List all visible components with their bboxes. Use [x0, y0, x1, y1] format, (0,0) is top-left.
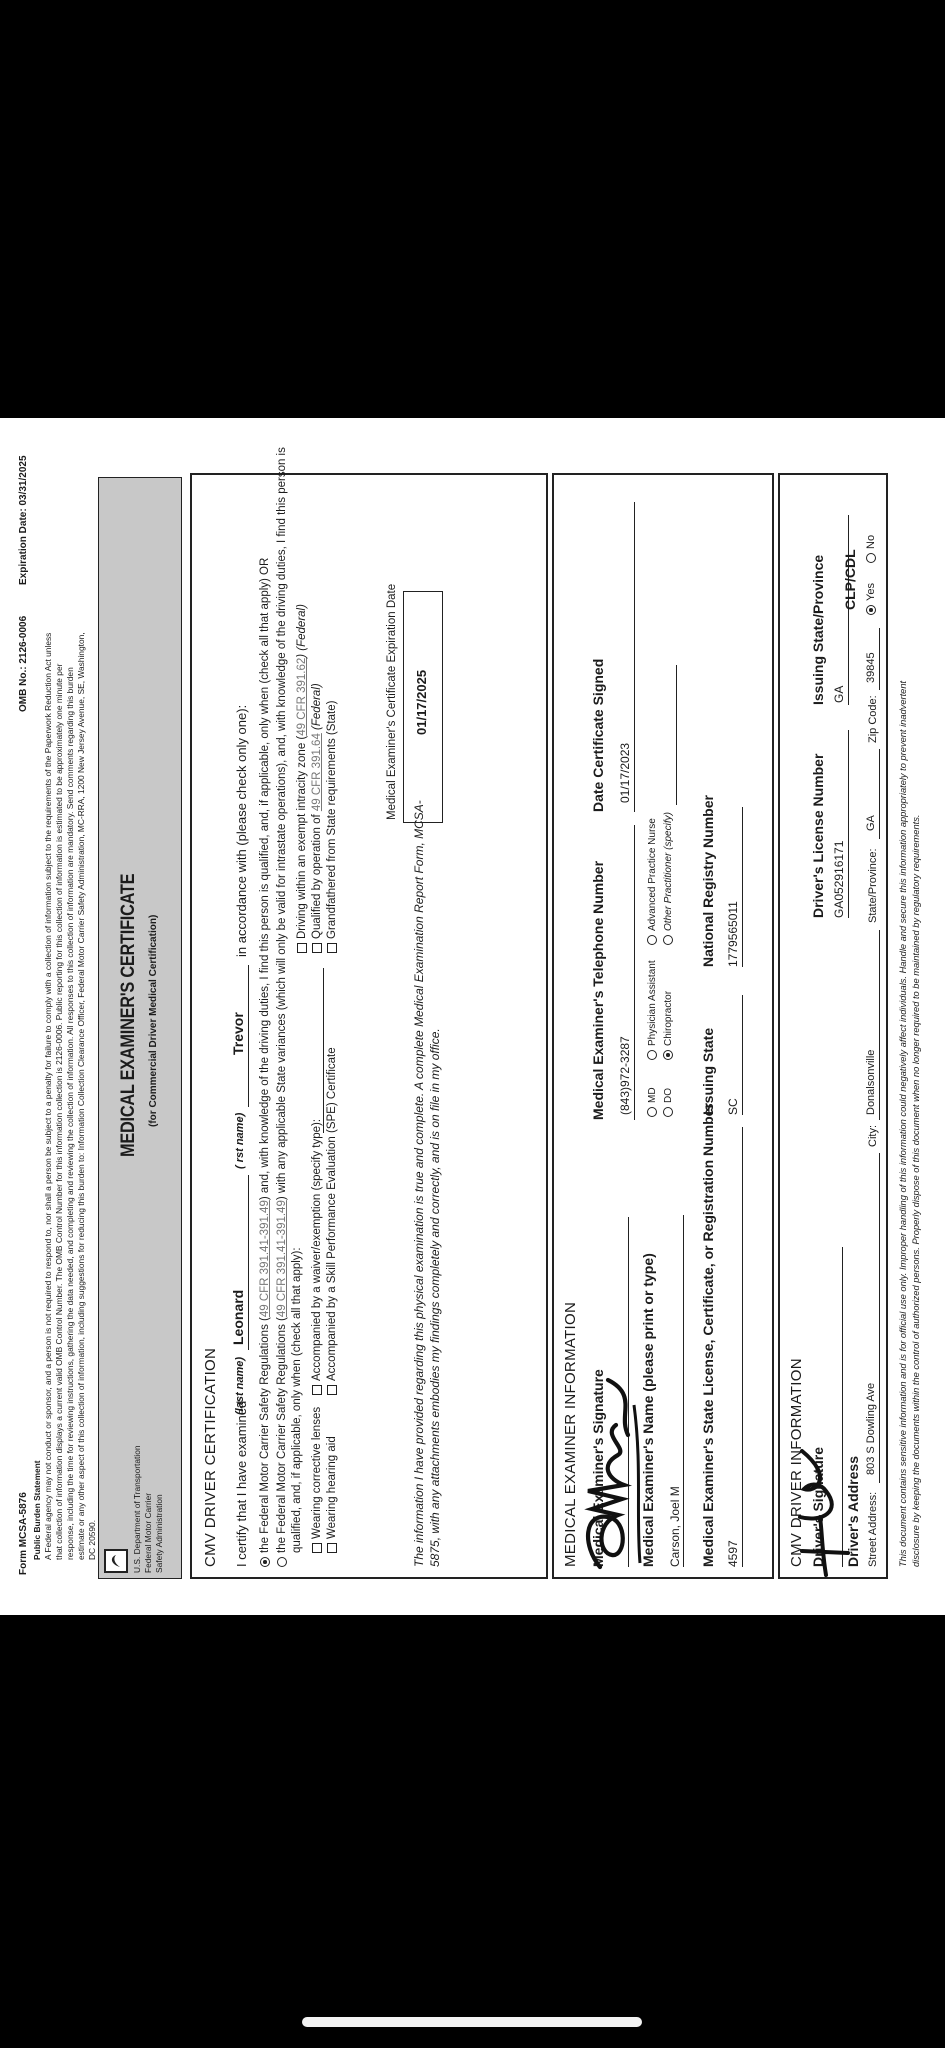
dl-state-value[interactable]: GA	[832, 685, 846, 703]
check-hearing-aid[interactable]: Wearing hearing aid	[326, 1436, 338, 1553]
expiration-label: Medical Examiner's Certificate Expiration Date	[386, 583, 398, 820]
check-spe[interactable]: Accompanied by a Skill Performance Evaluation (SPE) Certificate	[326, 1047, 338, 1395]
registry-label: National Registry Number	[700, 795, 716, 967]
checkbox[interactable]	[297, 943, 307, 953]
license-label: Medical Examiner's State License, Certificate, or Registration Number	[700, 1103, 716, 1567]
date-signed-line	[634, 502, 635, 812]
last-name-line	[248, 1175, 249, 1350]
last-name-label: (last name)	[234, 1356, 246, 1415]
expiration-date: Expiration Date: 03/31/2025	[18, 455, 29, 585]
radio-cdl-yes[interactable]	[866, 605, 876, 615]
first-name-value[interactable]: Trevor	[230, 1012, 246, 1055]
zip-line	[879, 628, 880, 690]
checkbox[interactable]	[327, 943, 337, 953]
dl-label: Driver's License Number	[810, 753, 826, 918]
type-apn[interactable]: Advanced Practice Nurse	[647, 818, 658, 945]
checkbox[interactable]	[312, 943, 322, 953]
dl-value[interactable]: GA052916171	[832, 840, 846, 918]
phone-value[interactable]: (843)972-3287	[618, 1036, 632, 1115]
check-intracity[interactable]: Driving within an exempt intracity zone (49 CFR 391.62) (Federal)	[296, 604, 308, 953]
examiner-name-value[interactable]: Carson, Joel M	[668, 1486, 682, 1567]
waiver-line	[323, 968, 324, 1133]
type-chiro[interactable]: Chiropractor	[663, 991, 674, 1060]
cdl-yes[interactable]: Yes	[865, 583, 877, 615]
dl-line	[848, 730, 849, 918]
radio-do[interactable]	[663, 1107, 673, 1117]
radio-apn[interactable]	[647, 935, 657, 945]
other-line	[676, 665, 677, 805]
street-line	[879, 1153, 880, 1483]
expiration-value[interactable]: 01/17/2025	[414, 669, 429, 735]
section-heading: MEDICAL EXAMINER INFORMATION	[562, 1301, 579, 1567]
agency-line: U.S. Department of Transportation	[132, 1445, 142, 1573]
first-name-label: ( rst name)	[234, 1112, 246, 1169]
registry-value[interactable]: 1779565011	[726, 901, 740, 967]
zip-label: Zip Code:	[867, 695, 879, 743]
section-heading: CMV DRIVER INFORMATION	[788, 1358, 805, 1567]
agency-line: Federal Motor Carrier	[143, 1492, 153, 1573]
title-band	[98, 477, 182, 1579]
checkbox[interactable]	[312, 1543, 322, 1553]
option-federal[interactable]: the Federal Motor Carrier Safety Regulations (49 CFR 391.41-391.49) and, with knowledge of the driving duties, I find this person is qualified, and, if applicable, only when (check all that apply) OR	[259, 558, 271, 1567]
dl-state-label: Issuing State/Province	[810, 554, 826, 705]
radio-chiropractor[interactable]	[663, 1050, 673, 1060]
checkbox[interactable]	[312, 1385, 322, 1395]
radio-state-variance[interactable]	[277, 1557, 287, 1567]
check-waiver[interactable]: Accompanied by a waiver/exemption (specify type):	[311, 1119, 323, 1395]
cdl-no[interactable]: No	[865, 535, 877, 563]
certificate-title: MEDICAL EXAMINER'S CERTIFICATE	[118, 873, 139, 1157]
type-other[interactable]: Other Practitioner (specify)	[663, 812, 674, 945]
dl-state-line	[848, 515, 849, 705]
type-pa[interactable]: Physician Assistant	[647, 960, 658, 1060]
examiner-signature-label: Medical Examiner's Signature	[590, 1369, 606, 1567]
street-value[interactable]: 803 S Dowling Ave	[865, 1382, 877, 1475]
license-value[interactable]: 4597	[726, 1540, 740, 1567]
radio-cdl-no[interactable]	[866, 553, 876, 563]
date-signed-label: Date Certificate Signed	[590, 658, 606, 812]
type-md[interactable]: MD	[647, 1087, 658, 1117]
radio-other[interactable]	[663, 935, 673, 945]
certificate-subtitle: (for Commercial Driver Medical Certification)	[148, 914, 159, 1127]
check-grandfathered[interactable]: Grandfathered from State requirements (State)	[326, 701, 338, 953]
issuing-state-value[interactable]: SC	[726, 1098, 740, 1115]
burden-line: estimate or any other aspect of this collection of information, including suggestions for reducing this burden to: Information Collection Clearance Officer, Federal Motor Carrier Safety Administration, MC-RRA, 1200 New Jersey Avenue, SE, Washington,	[76, 632, 86, 1560]
accordance-text: in accordance with (please check only one):	[234, 704, 249, 957]
section-heading: CMV DRIVER CERTIFICATION	[202, 1347, 219, 1567]
burden-line: A Federal agency may not conduct or sponsor, and a person is not required to respond to, nor shall a person be subject to a penalty for failure to comply with a collection of information subject to the requirements of the Paperwork Reduction Act unless	[43, 632, 53, 1560]
certificate-page	[0, 418, 945, 1615]
footer-line: disclosure by keeping the documents within the control of authorized persons. Properly dispose of this document when no longer required to be maintained by regulatory requirements.	[911, 814, 921, 1567]
street-label: Street Address:	[867, 1491, 879, 1567]
radio-pa[interactable]	[647, 1050, 657, 1060]
examiner-name-label: Medical Examiner's Name (please print or type)	[640, 1253, 656, 1567]
statement-line: 5875, with any attachments embodies my findings completely and correctly, and is on file in my office.	[428, 1028, 442, 1567]
dot-logo-icon	[104, 1549, 128, 1573]
option-state-variance[interactable]: the Federal Motor Carrier Safety Regulations (49 CFR 391.41-391.49) with any applicable State variances (which will only be valid for intrastate operations), and, with knowledge of the driving duties, I find this person is	[276, 447, 288, 1567]
state-label: State/Province:	[867, 848, 879, 923]
burden-line: response, including the time for reviewing instructions, gathering the data needed, and completing and reviewing the collection of information. All responses to this collection of information are mandatory. Send comments regarding this burden	[65, 667, 75, 1560]
issuing-state-label: Issuing State	[700, 1027, 716, 1115]
option-state-variance-cont: qualified, and, if applicable, only when (check all that apply):	[291, 1247, 303, 1553]
agency-line: Safety Administration	[154, 1494, 164, 1573]
check-operation[interactable]: Qualified by operation of 49 CFR 391.64 (Federal)	[311, 683, 323, 953]
check-corrective-lenses[interactable]: Wearing corrective lenses	[311, 1407, 323, 1553]
radio-md[interactable]	[647, 1107, 657, 1117]
city-value[interactable]: Donalsonville	[865, 1049, 877, 1115]
checkbox[interactable]	[327, 1385, 337, 1395]
burden-line: DC 20590.	[87, 1519, 97, 1560]
type-do[interactable]: DO	[663, 1088, 674, 1117]
city-label: City:	[867, 1125, 879, 1147]
zip-value[interactable]: 39845	[865, 652, 877, 683]
registry-line	[742, 807, 743, 967]
license-line	[742, 1127, 743, 1567]
omb-number: OMB No.: 2126-0006	[18, 615, 29, 712]
examiner-name-line	[683, 1215, 684, 1567]
phone-label: Medical Examiner's Telephone Number	[590, 860, 606, 1120]
date-signed-value[interactable]: 01/17/2023	[618, 742, 632, 803]
statement-line: The information I have provided regarding this physical examination is true and complete. A complete Medical Examination Report Form, MCSA-	[412, 800, 426, 1567]
footer-line: This document contains sensitive information and is for official use only. Improper handling of this information could negatively affect individuals. Handle and secure this information appropriately to prevent inadvertent	[898, 680, 908, 1567]
checkbox[interactable]	[327, 1543, 337, 1553]
driver-address-label: Driver's Address	[845, 1456, 861, 1567]
home-indicator[interactable]	[302, 2017, 642, 2027]
burden-line: that collection of information displays a current valid OMB Control Number. The OMB Control Number for this information collection is 2126-0006. Public reporting for this collection of information is estimated to be approximately one minute per	[54, 663, 64, 1560]
certify-prefix: I certify that I have examined	[234, 1400, 249, 1567]
burden-title: Public Burden Statement	[32, 1460, 42, 1560]
first-name-line	[248, 965, 249, 1107]
state-value[interactable]: GA	[865, 815, 877, 831]
radio-federal[interactable]	[260, 1557, 270, 1567]
driver-signature-label: Driver's Signature	[810, 1446, 826, 1567]
clp-cdl-label: CLP/CDL	[842, 549, 858, 610]
issuing-state-line	[742, 995, 743, 1115]
document-photo	[0, 418, 945, 1615]
city-line	[879, 930, 880, 1120]
phone-line	[634, 825, 635, 1120]
state-line	[879, 749, 880, 839]
driver-signature-image	[782, 1441, 852, 1581]
last-name-value[interactable]: Leonard	[230, 1289, 246, 1345]
form-number: Form MCSA-5876	[18, 1492, 29, 1575]
